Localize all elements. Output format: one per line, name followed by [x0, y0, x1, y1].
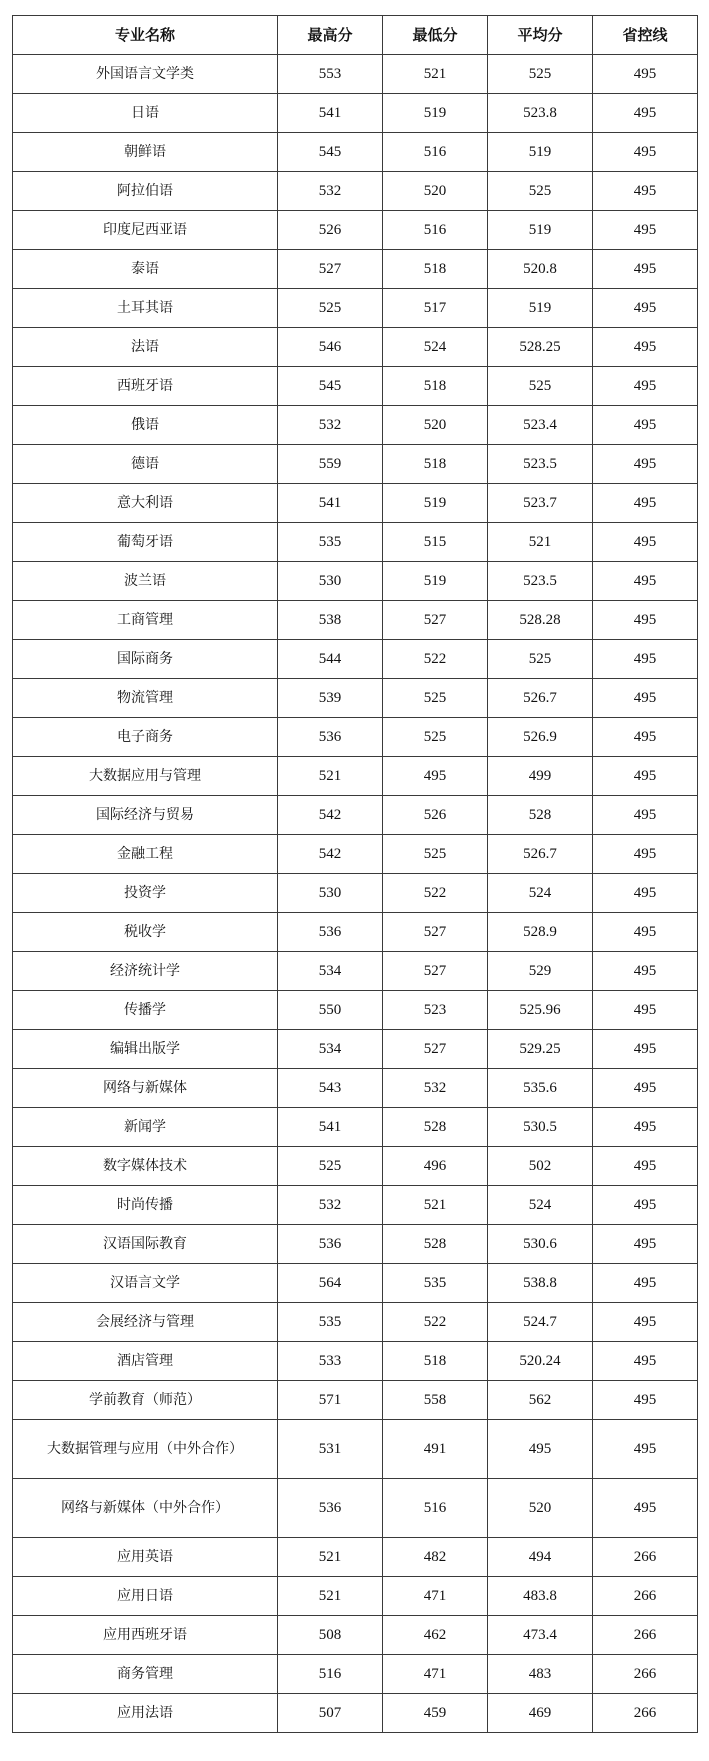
- table-row: [13, 1303, 698, 1342]
- cell-min-score: 516: [383, 211, 488, 250]
- table-row: [13, 133, 698, 172]
- cell-major-name: 应用法语: [13, 1694, 278, 1733]
- cell-major-name: 日语: [13, 94, 278, 133]
- cell-major-name: 时尚传播: [13, 1186, 278, 1225]
- cell-min-score: 516: [383, 1479, 488, 1538]
- table-row: [13, 1381, 698, 1420]
- cell-min-score: 518: [383, 250, 488, 289]
- cell-max-score: 541: [278, 94, 383, 133]
- cell-min-score: 471: [383, 1577, 488, 1616]
- cell-avg-score: 524: [488, 1186, 593, 1225]
- table-row: [13, 1342, 698, 1381]
- cell-min-score: 525: [383, 835, 488, 874]
- cell-min-score: 459: [383, 1694, 488, 1733]
- cell-major-name: 俄语: [13, 406, 278, 445]
- cell-min-score: 527: [383, 601, 488, 640]
- cell-min-score: 520: [383, 406, 488, 445]
- cell-avg-score: 523.8: [488, 94, 593, 133]
- cell-avg-score: 519: [488, 133, 593, 172]
- cell-avg-score: 529.25: [488, 1030, 593, 1069]
- table-row: [13, 1030, 698, 1069]
- cell-max-score: 521: [278, 1538, 383, 1577]
- cell-avg-score: 526.7: [488, 835, 593, 874]
- table-header: [13, 16, 698, 55]
- table-row: [13, 445, 698, 484]
- cell-control-line: 495: [593, 1069, 698, 1108]
- cell-max-score: 534: [278, 952, 383, 991]
- cell-control-line: 495: [593, 1420, 698, 1479]
- cell-avg-score: 483.8: [488, 1577, 593, 1616]
- cell-major-name: 法语: [13, 328, 278, 367]
- cell-min-score: 471: [383, 1655, 488, 1694]
- cell-major-name: 阿拉伯语: [13, 172, 278, 211]
- table-row: [13, 718, 698, 757]
- table-row: [13, 874, 698, 913]
- cell-max-score: 550: [278, 991, 383, 1030]
- table-row: [13, 1616, 698, 1655]
- cell-control-line: 266: [593, 1655, 698, 1694]
- cell-max-score: 535: [278, 523, 383, 562]
- cell-major-name: 土耳其语: [13, 289, 278, 328]
- header-control-line: 省控线: [593, 16, 698, 55]
- cell-min-score: 518: [383, 445, 488, 484]
- cell-avg-score: 538.8: [488, 1264, 593, 1303]
- cell-min-score: 525: [383, 718, 488, 757]
- cell-major-name: 国际经济与贸易: [13, 796, 278, 835]
- cell-max-score: 525: [278, 289, 383, 328]
- cell-major-name: 传播学: [13, 991, 278, 1030]
- cell-major-name: 经济统计学: [13, 952, 278, 991]
- cell-major-name: 税收学: [13, 913, 278, 952]
- table-row: [13, 1577, 698, 1616]
- score-table: [12, 15, 698, 1733]
- cell-min-score: 525: [383, 679, 488, 718]
- table-row: [13, 1694, 698, 1733]
- cell-control-line: 495: [593, 250, 698, 289]
- cell-avg-score: 520.24: [488, 1342, 593, 1381]
- cell-avg-score: 530.6: [488, 1225, 593, 1264]
- cell-avg-score: 519: [488, 289, 593, 328]
- table-row: [13, 1225, 698, 1264]
- cell-max-score: 541: [278, 1108, 383, 1147]
- cell-control-line: 495: [593, 328, 698, 367]
- cell-max-score: 521: [278, 1577, 383, 1616]
- table-row: [13, 484, 698, 523]
- header-max-score: 最高分: [278, 16, 383, 55]
- cell-min-score: 496: [383, 1147, 488, 1186]
- cell-max-score: 532: [278, 1186, 383, 1225]
- cell-avg-score: 473.4: [488, 1616, 593, 1655]
- table-row: [13, 913, 698, 952]
- cell-control-line: 495: [593, 172, 698, 211]
- cell-control-line: 495: [593, 289, 698, 328]
- table-row: [13, 1655, 698, 1694]
- cell-control-line: 266: [593, 1538, 698, 1577]
- cell-min-score: 535: [383, 1264, 488, 1303]
- cell-control-line: 495: [593, 367, 698, 406]
- cell-min-score: 516: [383, 133, 488, 172]
- cell-min-score: 521: [383, 55, 488, 94]
- cell-control-line: 495: [593, 640, 698, 679]
- cell-max-score: 546: [278, 328, 383, 367]
- cell-major-name: 应用英语: [13, 1538, 278, 1577]
- cell-major-name: 数字媒体技术: [13, 1147, 278, 1186]
- table-row: [13, 1264, 698, 1303]
- cell-major-name: 电子商务: [13, 718, 278, 757]
- cell-control-line: 495: [593, 952, 698, 991]
- cell-avg-score: 525: [488, 172, 593, 211]
- cell-control-line: 495: [593, 601, 698, 640]
- cell-max-score: 536: [278, 1479, 383, 1538]
- cell-control-line: 266: [593, 1577, 698, 1616]
- cell-max-score: 543: [278, 1069, 383, 1108]
- cell-max-score: 539: [278, 679, 383, 718]
- cell-control-line: 495: [593, 55, 698, 94]
- cell-control-line: 495: [593, 133, 698, 172]
- table-row: [13, 55, 698, 94]
- cell-control-line: 495: [593, 835, 698, 874]
- cell-avg-score: 523.7: [488, 484, 593, 523]
- cell-major-name: 编辑出版学: [13, 1030, 278, 1069]
- table-row: [13, 991, 698, 1030]
- table-row: [13, 1479, 698, 1538]
- cell-control-line: 495: [593, 1186, 698, 1225]
- cell-major-name: 应用西班牙语: [13, 1616, 278, 1655]
- cell-max-score: 541: [278, 484, 383, 523]
- cell-avg-score: 525: [488, 55, 593, 94]
- cell-major-name: 金融工程: [13, 835, 278, 874]
- cell-major-name: 汉语言文学: [13, 1264, 278, 1303]
- cell-major-name: 会展经济与管理: [13, 1303, 278, 1342]
- cell-major-name: 网络与新媒体: [13, 1069, 278, 1108]
- cell-avg-score: 523.5: [488, 562, 593, 601]
- cell-min-score: 519: [383, 484, 488, 523]
- cell-major-name: 印度尼西亚语: [13, 211, 278, 250]
- cell-max-score: 536: [278, 1225, 383, 1264]
- cell-control-line: 495: [593, 1108, 698, 1147]
- cell-control-line: 495: [593, 991, 698, 1030]
- cell-control-line: 495: [593, 1479, 698, 1538]
- table-row: [13, 1420, 698, 1479]
- cell-max-score: 532: [278, 172, 383, 211]
- cell-avg-score: 521: [488, 523, 593, 562]
- cell-major-name: 投资学: [13, 874, 278, 913]
- table-row: [13, 1147, 698, 1186]
- cell-avg-score: 502: [488, 1147, 593, 1186]
- cell-major-name: 大数据管理与应用（中外合作）: [13, 1420, 278, 1479]
- cell-major-name: 国际商务: [13, 640, 278, 679]
- cell-min-score: 462: [383, 1616, 488, 1655]
- cell-avg-score: 529: [488, 952, 593, 991]
- cell-min-score: 519: [383, 94, 488, 133]
- table-row: [13, 1186, 698, 1225]
- cell-min-score: 482: [383, 1538, 488, 1577]
- table-row: [13, 952, 698, 991]
- cell-max-score: 535: [278, 1303, 383, 1342]
- cell-avg-score: 526.9: [488, 718, 593, 757]
- cell-control-line: 495: [593, 874, 698, 913]
- cell-avg-score: 524: [488, 874, 593, 913]
- cell-control-line: 495: [593, 718, 698, 757]
- cell-major-name: 西班牙语: [13, 367, 278, 406]
- cell-control-line: 495: [593, 1264, 698, 1303]
- cell-min-score: 558: [383, 1381, 488, 1420]
- cell-max-score: 508: [278, 1616, 383, 1655]
- cell-control-line: 495: [593, 1225, 698, 1264]
- cell-min-score: 518: [383, 367, 488, 406]
- table-row: [13, 835, 698, 874]
- cell-major-name: 酒店管理: [13, 1342, 278, 1381]
- cell-max-score: 553: [278, 55, 383, 94]
- cell-avg-score: 495: [488, 1420, 593, 1479]
- table-row: [13, 367, 698, 406]
- cell-max-score: 530: [278, 874, 383, 913]
- cell-min-score: 495: [383, 757, 488, 796]
- cell-avg-score: 530.5: [488, 1108, 593, 1147]
- cell-control-line: 495: [593, 1381, 698, 1420]
- cell-major-name: 大数据应用与管理: [13, 757, 278, 796]
- cell-min-score: 526: [383, 796, 488, 835]
- cell-max-score: 525: [278, 1147, 383, 1186]
- cell-max-score: 564: [278, 1264, 383, 1303]
- cell-min-score: 527: [383, 1030, 488, 1069]
- cell-max-score: 536: [278, 718, 383, 757]
- cell-min-score: 517: [383, 289, 488, 328]
- cell-max-score: 571: [278, 1381, 383, 1420]
- cell-control-line: 495: [593, 1030, 698, 1069]
- cell-max-score: 542: [278, 796, 383, 835]
- cell-major-name: 汉语国际教育: [13, 1225, 278, 1264]
- cell-avg-score: 499: [488, 757, 593, 796]
- cell-max-score: 516: [278, 1655, 383, 1694]
- cell-avg-score: 562: [488, 1381, 593, 1420]
- table-row: [13, 250, 698, 289]
- cell-control-line: 495: [593, 1147, 698, 1186]
- cell-min-score: 520: [383, 172, 488, 211]
- cell-control-line: 495: [593, 406, 698, 445]
- table-row: [13, 679, 698, 718]
- cell-control-line: 495: [593, 484, 698, 523]
- cell-min-score: 528: [383, 1108, 488, 1147]
- header-avg-score: 平均分: [488, 16, 593, 55]
- cell-major-name: 葡萄牙语: [13, 523, 278, 562]
- header-major-name: 专业名称: [13, 16, 278, 55]
- cell-control-line: 495: [593, 679, 698, 718]
- cell-control-line: 495: [593, 1342, 698, 1381]
- cell-avg-score: 494: [488, 1538, 593, 1577]
- cell-max-score: 527: [278, 250, 383, 289]
- cell-control-line: 495: [593, 562, 698, 601]
- cell-max-score: 542: [278, 835, 383, 874]
- table-body: [13, 55, 698, 1733]
- cell-major-name: 外国语言文学类: [13, 55, 278, 94]
- cell-min-score: 522: [383, 640, 488, 679]
- table-row: [13, 1069, 698, 1108]
- cell-major-name: 意大利语: [13, 484, 278, 523]
- cell-max-score: 534: [278, 1030, 383, 1069]
- table-row: [13, 406, 698, 445]
- cell-avg-score: 525.96: [488, 991, 593, 1030]
- cell-avg-score: 523.4: [488, 406, 593, 445]
- cell-max-score: 521: [278, 757, 383, 796]
- table-row: [13, 1108, 698, 1147]
- cell-major-name: 波兰语: [13, 562, 278, 601]
- cell-avg-score: 525: [488, 640, 593, 679]
- cell-major-name: 朝鲜语: [13, 133, 278, 172]
- cell-major-name: 德语: [13, 445, 278, 484]
- cell-min-score: 527: [383, 952, 488, 991]
- cell-avg-score: 520: [488, 1479, 593, 1538]
- cell-min-score: 515: [383, 523, 488, 562]
- table-row: [13, 289, 698, 328]
- cell-avg-score: 524.7: [488, 1303, 593, 1342]
- cell-min-score: 523: [383, 991, 488, 1030]
- table-row: [13, 1538, 698, 1577]
- cell-avg-score: 519: [488, 211, 593, 250]
- table-row: [13, 757, 698, 796]
- cell-control-line: 495: [593, 796, 698, 835]
- cell-control-line: 495: [593, 523, 698, 562]
- cell-max-score: 559: [278, 445, 383, 484]
- cell-control-line: 495: [593, 445, 698, 484]
- cell-avg-score: 528.28: [488, 601, 593, 640]
- cell-min-score: 522: [383, 1303, 488, 1342]
- cell-max-score: 530: [278, 562, 383, 601]
- cell-major-name: 物流管理: [13, 679, 278, 718]
- cell-major-name: 工商管理: [13, 601, 278, 640]
- cell-control-line: 266: [593, 1694, 698, 1733]
- cell-major-name: 网络与新媒体（中外合作）: [13, 1479, 278, 1538]
- cell-max-score: 544: [278, 640, 383, 679]
- table-row: [13, 640, 698, 679]
- cell-max-score: 536: [278, 913, 383, 952]
- cell-control-line: 495: [593, 1303, 698, 1342]
- cell-avg-score: 526.7: [488, 679, 593, 718]
- cell-avg-score: 525: [488, 367, 593, 406]
- cell-max-score: 532: [278, 406, 383, 445]
- cell-max-score: 507: [278, 1694, 383, 1733]
- header-min-score: 最低分: [383, 16, 488, 55]
- cell-avg-score: 528.9: [488, 913, 593, 952]
- table-row: [13, 601, 698, 640]
- cell-min-score: 521: [383, 1186, 488, 1225]
- cell-control-line: 495: [593, 913, 698, 952]
- cell-max-score: 533: [278, 1342, 383, 1381]
- table-row: [13, 523, 698, 562]
- cell-min-score: 527: [383, 913, 488, 952]
- table-row: [13, 562, 698, 601]
- cell-control-line: 495: [593, 94, 698, 133]
- cell-min-score: 524: [383, 328, 488, 367]
- cell-min-score: 519: [383, 562, 488, 601]
- cell-control-line: 495: [593, 757, 698, 796]
- cell-avg-score: 523.5: [488, 445, 593, 484]
- cell-max-score: 531: [278, 1420, 383, 1479]
- cell-max-score: 545: [278, 133, 383, 172]
- table-row: [13, 796, 698, 835]
- cell-min-score: 518: [383, 1342, 488, 1381]
- cell-control-line: 266: [593, 1616, 698, 1655]
- cell-major-name: 新闻学: [13, 1108, 278, 1147]
- cell-min-score: 522: [383, 874, 488, 913]
- table-row: [13, 94, 698, 133]
- cell-major-name: 泰语: [13, 250, 278, 289]
- cell-max-score: 526: [278, 211, 383, 250]
- cell-avg-score: 469: [488, 1694, 593, 1733]
- cell-avg-score: 520.8: [488, 250, 593, 289]
- table-row: [13, 328, 698, 367]
- cell-max-score: 538: [278, 601, 383, 640]
- cell-min-score: 528: [383, 1225, 488, 1264]
- cell-min-score: 532: [383, 1069, 488, 1108]
- cell-avg-score: 528.25: [488, 328, 593, 367]
- cell-max-score: 545: [278, 367, 383, 406]
- cell-avg-score: 535.6: [488, 1069, 593, 1108]
- cell-major-name: 学前教育（师范）: [13, 1381, 278, 1420]
- cell-major-name: 应用日语: [13, 1577, 278, 1616]
- cell-avg-score: 483: [488, 1655, 593, 1694]
- header-row: [13, 16, 698, 55]
- cell-min-score: 491: [383, 1420, 488, 1479]
- cell-major-name: 商务管理: [13, 1655, 278, 1694]
- table-row: [13, 211, 698, 250]
- cell-avg-score: 528: [488, 796, 593, 835]
- cell-control-line: 495: [593, 211, 698, 250]
- table-row: [13, 172, 698, 211]
